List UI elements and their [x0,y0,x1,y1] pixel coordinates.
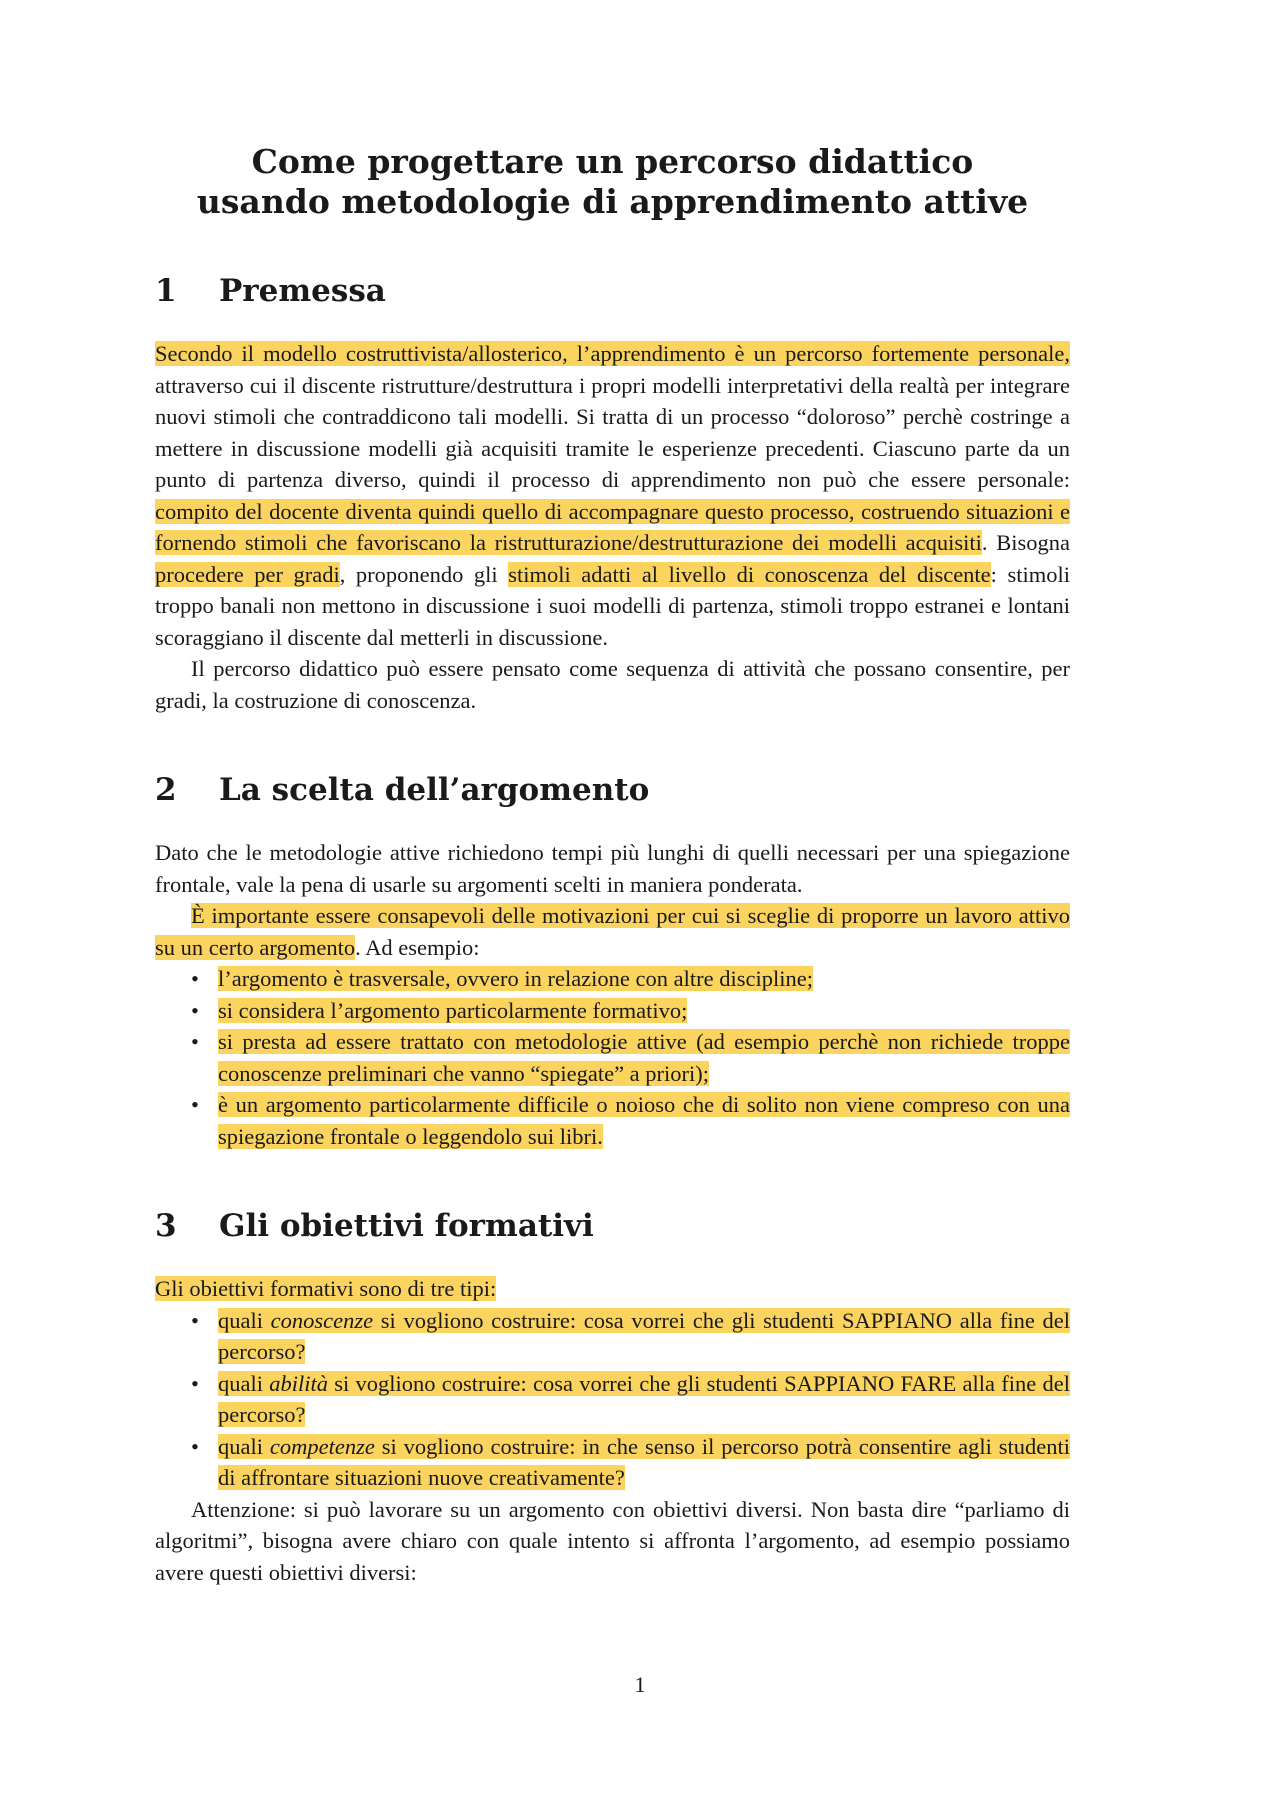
page-content [155,142,1070,1643]
text-run: attraverso cui il discente ristrutture/destruttura i propri modelli interpretativi della realtà per integrare nuovi stimoli che contraddicono tali modelli. Si tratta di un processo “doloroso” perchè costringe a mettere in discussione modelli già acquisiti tramite le esperienze precedenti. Ciascuno parte da un punto di partenza diverso, quindi il processo di apprendimento non può che essere personale: [155,372,1070,492]
section-title: La scelta dell’argomento [219,772,650,808]
highlighted-text: Gli obiettivi formativi sono di tre tipi: [155,1276,497,1301]
section-scelta-argomento [155,771,1070,1152]
highlighted-text [218,1371,1070,1428]
text-run: quali [218,1433,270,1459]
highlighted-text: è un argomento particolarmente difficile o noioso che di solito non viene compreso con una spiegazione frontale o leggendolo sui libri. [218,1092,1070,1149]
section-number: 3 [155,1208,177,1244]
highlighted-text: si presta ad essere trattato con metodologie attive (ad esempio perchè non richiede troppe conoscenze preliminari che vanno “spiegate” a priori); [218,1029,1070,1086]
section-title: Premessa [219,273,386,309]
bullet-list [155,963,1070,1152]
section-title: Gli obiettivi formativi [219,1208,594,1244]
paragraph [155,1273,1070,1305]
list-item [218,1431,1070,1494]
paragraph: Attenzione: si può lavorare su un argomento con obiettivi diversi. Non basta dire “parliamo di algoritmi”, bisogna avere chiaro con quale intento si affronta l’argomento, ad esempio possiamo avere questi obiettivi diversi: [155,1496,1070,1585]
list-item [218,963,1070,995]
highlighted-text: stimoli adatti al livello di conoscenza del discente [508,561,991,587]
highlighted-text: È importante essere consapevoli delle motivazioni per cui si sceglie di proporre un lavoro attivo su un certo argomento [155,903,1070,960]
highlighted-text [218,1434,1070,1491]
emphasis: conoscenze [270,1307,374,1333]
section-heading [155,771,1070,809]
text-run: : stimoli troppo banali non mettono in discussione i suoi modelli di partenza, stimoli troppo estranei e lontani scoraggiano il discente dal metterli in discussione. [155,561,1070,650]
paragraph: Dato che le metodologie attive richiedono tempi più lunghi di quelli necessari per una spiegazione frontale, vale la pena di usarle su argomenti scelti in maniera ponderata. [155,840,1070,897]
section-number: 1 [155,273,177,309]
page-number: 1 [634,1672,646,1697]
text-run: quali [218,1307,271,1333]
section-obiettivi-formativi [155,1207,1070,1588]
highlighted-text: l’argomento è trasversale, ovvero in relazione con altre discipline; [218,966,813,991]
list-item [218,1368,1070,1431]
text-run: quali [218,1370,270,1396]
title-line-1: Come progettare un percorso didattico [251,142,974,181]
text-run: si vogliono costruire: in che senso il percorso potrà consentire agli studenti di affrontare situazioni nuove creativamente? [218,1433,1070,1490]
list-item [218,995,1070,1027]
list-item [218,1305,1070,1368]
text-run: si vogliono costruire: cosa vorrei che gli studenti SAPPIANO alla fine del percorso? [218,1307,1070,1364]
paragraph [155,900,1070,963]
section-heading [155,272,1070,310]
highlighted-text: procedere per gradi [155,561,340,587]
section-heading [155,1207,1070,1245]
text-run: . Bisogna [981,530,1070,555]
paragraph [155,338,1070,653]
emphasis: competenze [269,1433,375,1459]
bullet-list [155,1305,1070,1494]
paragraph: Il percorso didattico può essere pensato come sequenza di attività che possano consentire, per gradi, la costruzione di conoscenza. [155,656,1070,713]
highlighted-text: compito del docente diventa quindi quello di accompagnare questo processo, costruendo situazioni e fornendo stimoli che favoriscano la ristrutturazione/destrutturazione dei modelli acquisiti [155,498,1070,555]
list-item [218,1026,1070,1089]
document-title [155,142,1070,222]
highlighted-text: si considera l’argomento particolarmente formativo; [218,997,688,1023]
highlighted-text: Secondo il modello costruttivista/allosterico, l’apprendimento è un percorso fortemente personale, [155,341,1070,366]
text-run: . Ad esempio: [355,934,480,960]
text-run: , proponendo gli [339,561,509,587]
highlighted-text [218,1308,1070,1365]
emphasis: abilità [269,1370,329,1396]
section-premessa [155,272,1070,716]
title-line-2: usando metodologie di apprendimento attive [196,182,1029,221]
text-run: si vogliono costruire: cosa vorrei che gli studenti SAPPIANO FARE alla fine del percorso? [218,1370,1070,1427]
list-item [218,1089,1070,1152]
section-number: 2 [155,772,177,808]
